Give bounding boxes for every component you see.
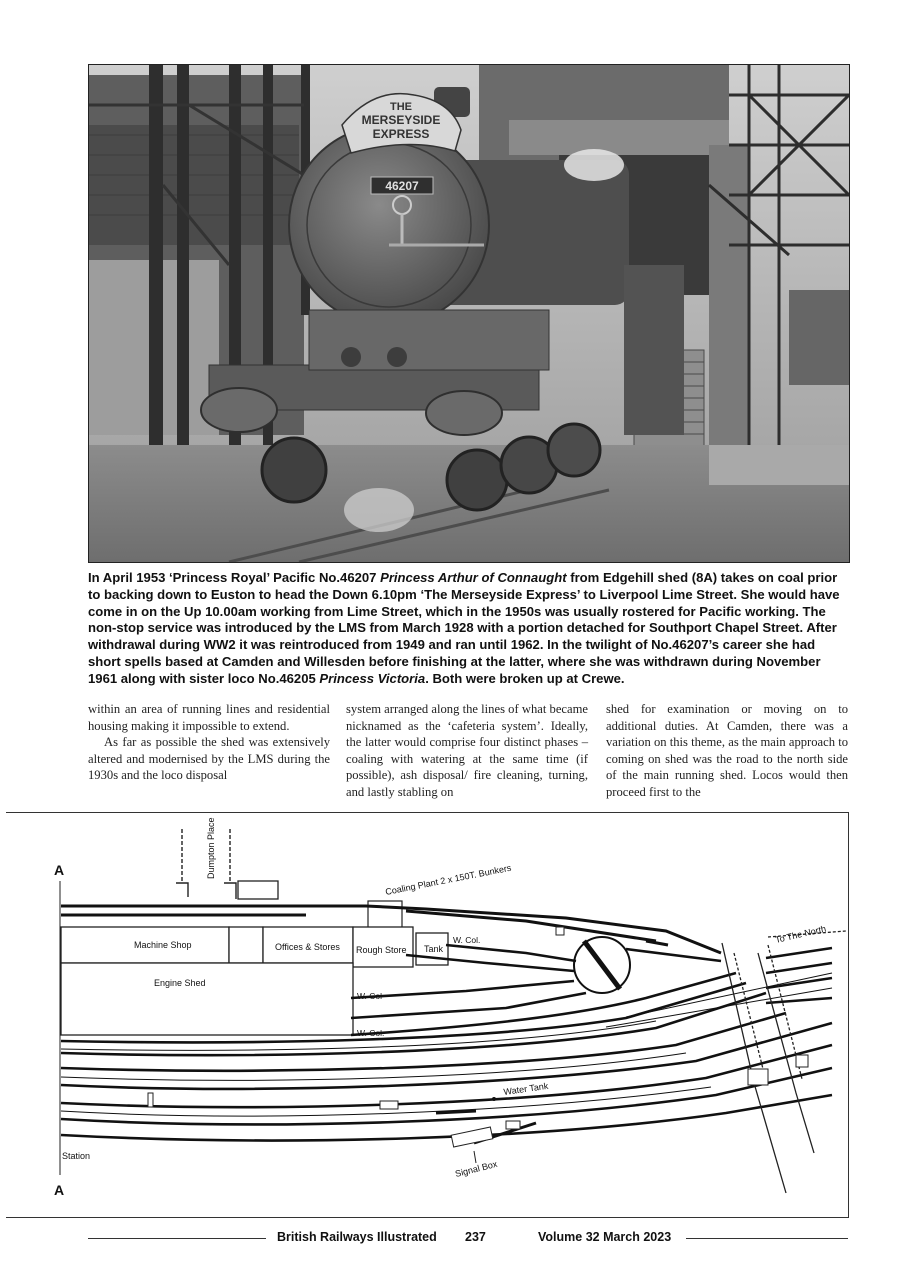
coaling-plant-label: Coaling Plant 2 x 150T. Bunkers <box>384 862 513 897</box>
water-tank-label: Water Tank <box>502 1080 549 1097</box>
shed-track-diagram <box>6 812 849 1218</box>
headboard-line-1: THE <box>390 101 412 113</box>
engine-shed-label: Engine Shed <box>154 978 206 988</box>
signal-box-label: Signal Box <box>454 1158 499 1179</box>
body-paragraph: shed for examination or moving on to additional duties. At Camden, there was a variation on this theme, as the main approach to coming on shed was the road to the north side of the main running shed. Locos would then proceed first to the <box>606 702 848 799</box>
headboard-line-3: EXPRESS <box>372 127 430 141</box>
tank-label: Tank <box>424 944 444 954</box>
water-column-label-1: W. Col. <box>453 935 481 945</box>
caption-loco-name-1: Princess Arthur of Connaught <box>380 570 567 585</box>
caption-text-3: . Both were broken up at Crewe. <box>425 670 625 686</box>
page-footer <box>0 1229 918 1249</box>
water-column-label-2: W. Col <box>357 991 383 1001</box>
machine-shop-label: Machine Shop <box>134 940 192 950</box>
section-mark-bottom: A <box>54 1182 65 1198</box>
rough-store-label: Rough Store <box>356 945 407 955</box>
caption-text-1: In April 1953 ‘Princess Royal’ Pacific No.46207 <box>88 570 381 585</box>
body-column-1 <box>88 701 330 784</box>
body-paragraph: system arranged along the lines of what became nicknamed as the ‘cafeteria system’. Ideally, the latter would comprise four distinct phases – coaling with watering at the same time (if possible), ash disposal/ fire cleaning, turning, and lastly stabling on <box>346 702 588 799</box>
body-column-3 <box>606 701 848 801</box>
smokebox-number: 46207 <box>385 179 419 193</box>
photo-caption <box>88 570 848 688</box>
station-label: Station <box>62 1151 91 1161</box>
body-column-2 <box>346 701 588 801</box>
offices-stores-label: Offices & Stores <box>275 942 340 952</box>
dumpton-place-label: Dumpton Place <box>206 817 216 879</box>
publication-title: British Railways Illustrated <box>277 1230 437 1244</box>
page-number: 237 <box>465 1230 486 1244</box>
headboard-line-2: MERSEYSIDE <box>361 113 441 127</box>
body-paragraph: within an area of running lines and residential housing making it impossible to extend. <box>88 702 330 733</box>
locomotive-photo <box>88 64 850 563</box>
footer-rule-right <box>686 1238 848 1239</box>
to-the-north-label: To The North <box>774 923 827 945</box>
water-column-label-3: W. Col. <box>357 1028 385 1038</box>
issue-info: Volume 32 March 2023 <box>538 1230 672 1244</box>
caption-text-2: from Edgehill shed (8A) takes on coal prior to backing down to Euston to head the Down 6.10pm ‘The Merseyside Express’ to Liverpool Lime Street. She would have come in on the Up 10.00am working from Lime Street, which in the 1950s was usually rostered for Pacific working. The non-stop service was introduced by the LMS from March 1928 with a portion detached for Southport Chapel Street. After withdrawal during WW2 it was reintroduced from 1949 and ran until 1962. In the twilight of No.46207’s career she had short spells based at Camden and Willesden before finishing at the latter, where she was withdrawn during November 1961 along with sister loco No.46205 <box>88 570 840 686</box>
section-mark-top: A <box>54 862 65 878</box>
caption-loco-name-2: Princess Victoria <box>319 670 426 686</box>
body-paragraph: As far as possible the shed was extensively altered and modernised by the LMS during the 1930s and the loco disposal <box>88 735 330 783</box>
footer-rule-left <box>88 1238 266 1239</box>
